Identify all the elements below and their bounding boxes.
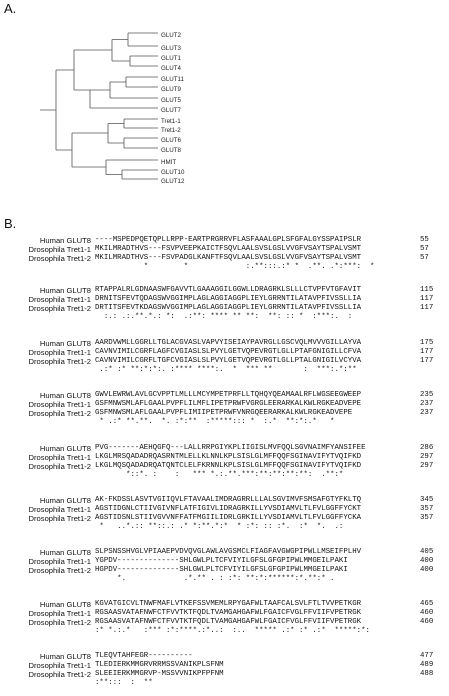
- sequence-name: Human GLUT8: [39, 548, 91, 557]
- branch-tret-glut: [72, 124, 108, 144]
- branch-class3: [56, 133, 72, 167]
- sequence-residues: AGSTIDSNLSTIIVGVVNFFATFMGIILIDRLGRKILLYVSDIAMVLTLFVLGGFFYCKA: [95, 514, 362, 522]
- sequence-residues: MKILMRADTHVS---FSVPVEEPKAICTFSQVLAALSVSLGSLVVGFVSAYTSPALVSMT: [95, 245, 362, 253]
- alignment-row: [0, 462, 449, 471]
- tree-leaf-label: Tret1-2: [161, 127, 181, 134]
- residue-position: 297: [420, 462, 434, 470]
- sequence-name: Drosophila Tret1-2: [28, 357, 91, 366]
- alignment-row: [0, 295, 449, 304]
- alignment-row: [0, 609, 449, 618]
- alignment-row: [0, 391, 449, 400]
- sequence-name: Drosophila Tret1-2: [28, 618, 91, 627]
- branch-class1-a: [74, 40, 112, 62]
- alignment-row: [0, 496, 449, 505]
- sequence-name: Human GLUT8: [39, 600, 91, 609]
- residue-position: 489: [420, 661, 434, 669]
- sequence-name: Human GLUT8: [39, 236, 91, 245]
- sequence-name: Drosophila Tret1-1: [28, 609, 91, 618]
- alignment-row: [0, 409, 449, 418]
- sequence-name: Human GLUT8: [39, 391, 91, 400]
- sequence-name: Human GLUT8: [39, 652, 91, 661]
- consensus-row: [0, 418, 449, 427]
- alignment-block: [0, 391, 449, 435]
- panel-a-label: A.: [4, 1, 17, 16]
- tree-leaf-label: GLUT10: [161, 169, 185, 176]
- sequence-name: Drosophila Tret1-2: [28, 409, 91, 418]
- tree-leaf-label: GLUT7: [161, 107, 181, 114]
- alignment-row: [0, 505, 449, 514]
- alignment-row: [0, 557, 449, 566]
- consensus-row: [0, 313, 449, 322]
- residue-position: 357: [420, 514, 434, 522]
- alignment-block: [0, 339, 449, 383]
- sequence-residues: GWVLEWRWLAVLGCVPPTLMLLLMCYMPETPRFLLTQHQYQEAMAALRFLWGSEEGWEEP: [95, 391, 362, 399]
- consensus-symbols: *. .*.** . : :*: **:*:******:*.**:* .: [95, 575, 335, 583]
- sequence-residues: GSFMNWSMLAFLGAALPVPFLIMIIPETPRWFVNRGQEERARKALKWLRGKEADVEPE: [95, 409, 353, 417]
- residue-position: 55: [420, 236, 429, 244]
- sequence-name: Drosophila Tret1-2: [28, 670, 91, 679]
- alignment-block: [0, 444, 449, 488]
- residue-position: 357: [420, 505, 434, 513]
- residue-position: 117: [420, 295, 434, 303]
- consensus-symbols: * ..*.:: **::.: .* *:**.*:* * :*: :: :*. :* *. .:: [95, 523, 344, 531]
- sequence-residues: PVG-------AEHQGFQ---LALLRRPGIYKPLIIGISLMVFQQLSGVNAIMFYANSIFEE: [95, 444, 366, 452]
- tree-leaf-label: GLUT5: [161, 97, 181, 104]
- sequence-residues: HGPDV--------------SHLGWLPLTCFVIYILGFSLGFGPIPWLMMGEILPAKI: [95, 566, 348, 574]
- sequence-name: Human GLUT8: [39, 339, 91, 348]
- alignment-row: [0, 444, 449, 453]
- sequence-residues: KGVATGICVLTNWFMAFLVTKEFSSVMEMLRPYGAFWLTAAFCALSVLFTLTVVPETKGR: [95, 600, 362, 608]
- branch-glut2-glut3: [112, 33, 158, 46]
- alignment-row: [0, 286, 449, 295]
- residue-position: 237: [420, 400, 434, 408]
- consensus-row: [0, 575, 449, 584]
- sequence-residues: CAVNVIMILCGRFLTGFCVGIASLSLPVYLGETVQPEVRGTLGLLPTALGNIGILVCYVA: [95, 357, 362, 365]
- branch-tret: [108, 119, 158, 128]
- sequence-residues: RGSAASVATAFNWFCTFVVTKTFQDLTVAMGAHGAFWLFGAICFVGLFFVIIFVPETRGK: [95, 609, 362, 617]
- residue-position: 57: [420, 254, 429, 262]
- residue-position: 177: [420, 348, 434, 356]
- sequence-residues: DRNITSFEVTQDAGSWVGGIMPLAGLAGGIAGGPLIEYLGRRNTILATAVPFIVSSLLIA: [95, 295, 362, 303]
- alignment-row: [0, 348, 449, 357]
- sequence-residues: DRTITSFEVTKDAGSWVGGIMPLAGLAGGIAGGPLIEYLGRRNTILATAVPFIVSSLLIA: [95, 304, 362, 312]
- alignment-row: [0, 357, 449, 366]
- residue-position: 460: [420, 618, 434, 626]
- sequence-residues: SLEEIERKMMGRVP-MSSVVNIKPFPFNM: [95, 670, 224, 678]
- tree-leaf-label: GLUT2: [161, 32, 181, 39]
- phylogenetic-tree: [0, 0, 449, 200]
- tree-leaf-label: GLUT8: [161, 147, 181, 154]
- residue-position: 237: [420, 409, 434, 417]
- tree-leaf-label: Tret1-1: [161, 118, 181, 125]
- residue-position: 465: [420, 600, 434, 608]
- consensus-symbols: :**::: : **: [95, 679, 153, 687]
- branch-glut5: [90, 82, 158, 98]
- sequence-name: Drosophila Tret1-1: [28, 400, 91, 409]
- sequence-name: Human GLUT8: [39, 286, 91, 295]
- consensus-row: [0, 366, 449, 375]
- residue-position: 400: [420, 557, 434, 565]
- sequence-residues: LKGLMQSQADADRQATQNTCLELFKRNNLKPLSISLGLMFFQQFSGINAVIFYTVQIFKD: [95, 462, 362, 470]
- consensus-symbols: * .:* **.**. *. :*:** :*****::: * :.* **:*:.* *: [95, 418, 335, 426]
- alignment-block: [0, 652, 449, 696]
- tree-leaf-label: GLUT9: [161, 86, 181, 93]
- consensus-symbols: :* *.:.* :*** :*:****.:*..: :.. ***** .:* :* .:* *****:*:: [95, 627, 370, 635]
- panel-b-label: B.: [4, 216, 17, 231]
- alignment-block: [0, 600, 449, 644]
- sequence-name: Drosophila Tret1-1: [28, 295, 91, 304]
- residue-position: 175: [420, 339, 434, 347]
- residue-position: 117: [420, 304, 434, 312]
- sequence-name: Drosophila Tret1-1: [28, 661, 91, 670]
- branch-glut7: [74, 50, 158, 108]
- sequence-residues: YGPDV--------------SHLGWLPLTCFVIYILGFSLGFGPIPWLMMGEILPAKI: [95, 557, 348, 565]
- alignment-block: [0, 286, 449, 330]
- alignment-row: [0, 661, 449, 670]
- alignment-block: [0, 548, 449, 592]
- sequence-residues: TLEDIERKMMGRVRRMSSVANIKPLSFNM: [95, 661, 224, 669]
- consensus-row: [0, 679, 449, 688]
- consensus-symbols: *::*. : : *** *.:.**.***:**:**:**:**: .**:*: [95, 471, 344, 479]
- alignment-row: [0, 670, 449, 679]
- tree-branches: [40, 33, 158, 179]
- branch-glut10-glut12: [106, 170, 158, 179]
- sequence-name: Human GLUT8: [39, 496, 91, 505]
- alignment-block: [0, 236, 449, 280]
- sequence-name: Drosophila Tret1-2: [28, 514, 91, 523]
- alignment-row: [0, 566, 449, 575]
- leaf-labels: [161, 32, 185, 185]
- branch-glut6-glut8: [108, 138, 158, 148]
- sequence-residues: AARDVWMLLGGRLLTGLACGVASLVAPVYISEIAYPAVRGLLGSCVQLMVVVGILLAYVA: [95, 339, 362, 347]
- branch-root: [40, 70, 56, 150]
- sequence-name: Drosophila Tret1-1: [28, 348, 91, 357]
- consensus-symbols: .:* :* **:*:*:. :**** ****:. * *** ** : ***:.*:**: [95, 366, 357, 374]
- sequence-residues: MKILMRADTHVS---FSVPADGLKANFTFSQVLAALSVSLGSLVVGFVSAYTSPALVSMT: [95, 254, 362, 262]
- sequence-residues: RGSAASVATAFNWFCTFVVTKTFQDLTVAMGAHGAFWLFGAICFVGLFFVIIFVPETRGK: [95, 618, 362, 626]
- sequence-name: Drosophila Tret1-1: [28, 453, 91, 462]
- residue-position: 177: [420, 357, 434, 365]
- residue-position: 405: [420, 548, 434, 556]
- tree-leaf-label: GLUT12: [161, 178, 185, 185]
- sequence-residues: RTAPPALRLGDNAASWFGAVVTLGAAAGGILGGWLLDRAGRKLSLLLCTVPFVTGFAVIT: [95, 286, 362, 294]
- residue-position: 57: [420, 245, 429, 253]
- branch-glut11-glut9: [110, 77, 158, 87]
- residue-position: 345: [420, 496, 434, 504]
- alignment-row: [0, 254, 449, 263]
- consensus-row: [0, 471, 449, 480]
- tree-leaf-label: GLUT11: [161, 76, 184, 83]
- sequence-name: Drosophila Tret1-2: [28, 462, 91, 471]
- alignment-row: [0, 304, 449, 313]
- sequence-residues: ----MSPEDPQETQPLLRPP-EARTPRGRRVFLASFAAALGPLSFGFALGYSSPAIPSLR: [95, 236, 362, 244]
- alignment-row: [0, 652, 449, 661]
- consensus-row: [0, 263, 449, 272]
- alignment-row: [0, 453, 449, 462]
- alignment-row: [0, 245, 449, 254]
- consensus-row: [0, 523, 449, 532]
- sequence-name: Drosophila Tret1-1: [28, 557, 91, 566]
- sequence-name: Drosophila Tret1-1: [28, 245, 91, 254]
- tree-leaf-label: GLUT4: [161, 65, 181, 72]
- residue-position: 488: [420, 670, 434, 678]
- sequence-residues: AK-FKDSSLASVTVGIIQVLFTAVAALIMDRAGRRLLLALSGVIMVFSMSAFGTYFKLTQ: [95, 496, 362, 504]
- sequence-residues: LKGLMRSQADADRQASRNTMLELLKLNNLKPLSISLGLMFFQQFSGINAVIFYTVQIFKD: [95, 453, 362, 461]
- sequence-residues: GSFMNWSMLAFLGAALPVPFLILMFLIPETPRWFVGRGLEERARKALKWLRGKEADVEPE: [95, 400, 362, 408]
- alignment-block: [0, 496, 449, 540]
- tree-leaf-label: GLUT6: [161, 137, 181, 144]
- residue-position: 235: [420, 391, 434, 399]
- sequence-name: Drosophila Tret1-2: [28, 254, 91, 263]
- consensus-symbols: :.: .:.**.*.: *: .:**: **** ** **: **: :: * :***:. :: [95, 313, 353, 321]
- residue-position: 115: [420, 286, 434, 294]
- alignment-row: [0, 618, 449, 627]
- alignment-row: [0, 514, 449, 523]
- tree-leaf-label: GLUT3: [161, 45, 181, 52]
- consensus-symbols: * * :.**:::.:* * .**. .*:***: *: [95, 263, 375, 271]
- sequence-residues: AGSTIDGNLCTIIVGIVNFLATFIGIVLIDRAGRKILLYVSDIAMVLTLFVLGGFFYCKT: [95, 505, 362, 513]
- residue-position: 460: [420, 609, 434, 617]
- residue-position: 297: [420, 453, 434, 461]
- tree-leaf-label: GLUT1: [161, 55, 181, 62]
- consensus-row: [0, 627, 449, 636]
- tree-leaf-label: HMIT: [161, 159, 177, 166]
- alignment-row: [0, 400, 449, 409]
- sequence-name: Drosophila Tret1-2: [28, 304, 91, 313]
- alignment-row: [0, 600, 449, 609]
- branch-glut1-glut4: [112, 56, 158, 66]
- sequence-name: Drosophila Tret1-2: [28, 566, 91, 575]
- alignment-row: [0, 236, 449, 245]
- sequence-residues: TLEQVTAHFEGR----------: [95, 652, 193, 660]
- sequence-name: Drosophila Tret1-1: [28, 505, 91, 514]
- sequence-residues: SLPSNSSHVGLVPIAAEPVDVQVGLAWLAVGSMCLFIAGFAVGWGPIPWLLMSEIFPLHV: [95, 548, 362, 556]
- branch-hmit: [72, 160, 158, 175]
- sequence-name: Human GLUT8: [39, 444, 91, 453]
- sequence-residues: CAVNVIMILCGRFLAGFCVGIASLSLPVYLGETVQPEVRGTLGLLPTAFGNIGILLCFVA: [95, 348, 362, 356]
- residue-position: 400: [420, 566, 434, 574]
- residue-position: 286: [420, 444, 434, 452]
- alignment-row: [0, 548, 449, 557]
- residue-position: 477: [420, 652, 434, 660]
- alignment-row: [0, 339, 449, 348]
